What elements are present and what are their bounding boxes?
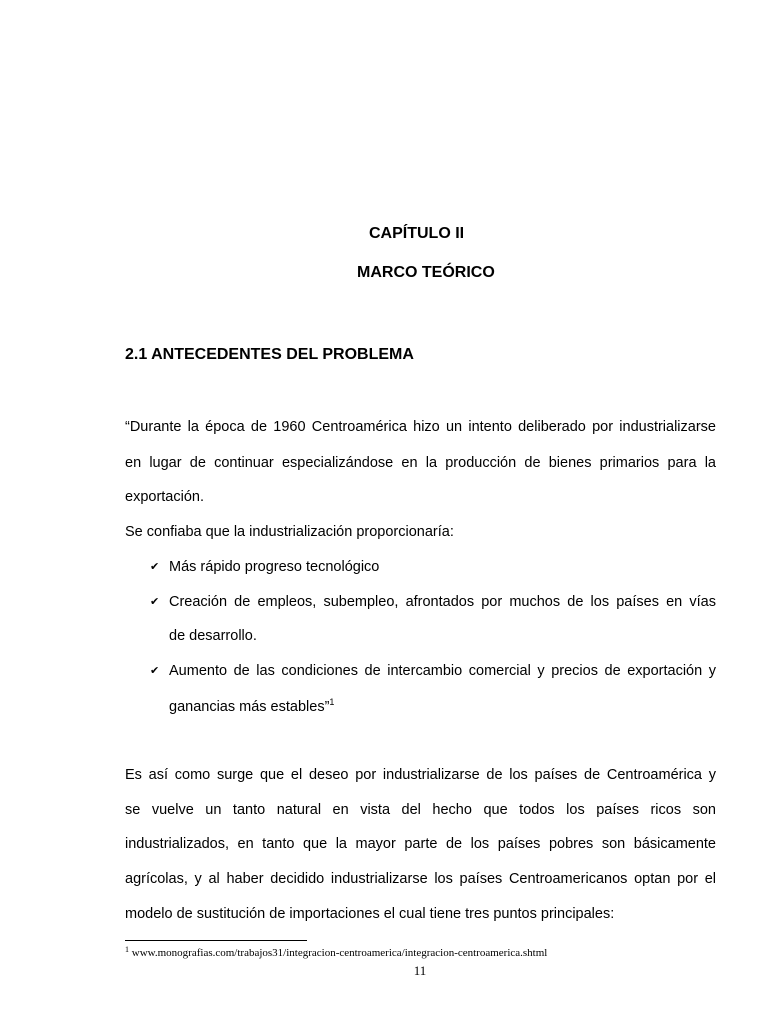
- chapter-title: MARCO TEÓRICO: [357, 264, 495, 281]
- paragraph-1-line-1: “Durante la época de 1960 Centroamérica hizo un intento deliberado por industrializarse: [125, 419, 716, 435]
- section-heading: 2.1 ANTECEDENTES DEL PROBLEMA: [125, 346, 414, 363]
- paragraph-1-line-3: exportación.: [125, 489, 204, 505]
- bullet-3-line-1: Aumento de las condiciones de intercambio comercial y precios de exportación y: [169, 663, 716, 679]
- footnote-link[interactable]: www.monografias.com/trabajos31/integracion-centroamerica/integracion-centroamerica.shtml: [129, 947, 548, 959]
- intro-line: Se confiaba que la industrialización proporcionaría:: [125, 524, 454, 540]
- checkmark-icon: ✔: [150, 665, 160, 677]
- paragraph-2-line-5: modelo de sustitución de importaciones el cual tiene tres puntos principales:: [125, 906, 615, 922]
- paragraph-1-line-2: en lugar de continuar especializándose en la producción de bienes primarios para la: [125, 455, 716, 471]
- footnote-reference[interactable]: 1: [329, 697, 335, 707]
- bullet-3-line-2-text: ganancias más estables”: [169, 699, 330, 715]
- footnote-number: 1: [125, 945, 129, 954]
- bullet-2-line-1: Creación de empleos, subempleo, afrontados por muchos de los países en vías: [169, 594, 716, 610]
- bullet-2-line-2: de desarrollo.: [169, 628, 257, 644]
- footnote-divider: [125, 940, 307, 941]
- footnote: [125, 945, 547, 959]
- paragraph-2-line-1: Es así como surge que el deseo por industrializarse de los países de Centroamérica y: [125, 767, 716, 783]
- paragraph-2-line-2: se vuelve un tanto natural en vista del hecho que todos los países ricos son: [125, 802, 716, 818]
- page-number: 11: [413, 963, 427, 978]
- bullet-3-line-2: [169, 697, 716, 715]
- checkmark-icon: ✔: [150, 596, 160, 608]
- checkmark-icon: ✔: [150, 561, 160, 573]
- chapter-number: CAPÍTULO II: [369, 225, 465, 242]
- bullet-1-line-1: Más rápido progreso tecnológico: [169, 559, 380, 575]
- paragraph-2-line-4: agrícolas, y al haber decidido industrializarse los países Centroamericanos optan por el: [125, 871, 716, 887]
- paragraph-2-line-3: industrializados, en tanto que la mayor parte de los países pobres son básicamente: [125, 836, 716, 852]
